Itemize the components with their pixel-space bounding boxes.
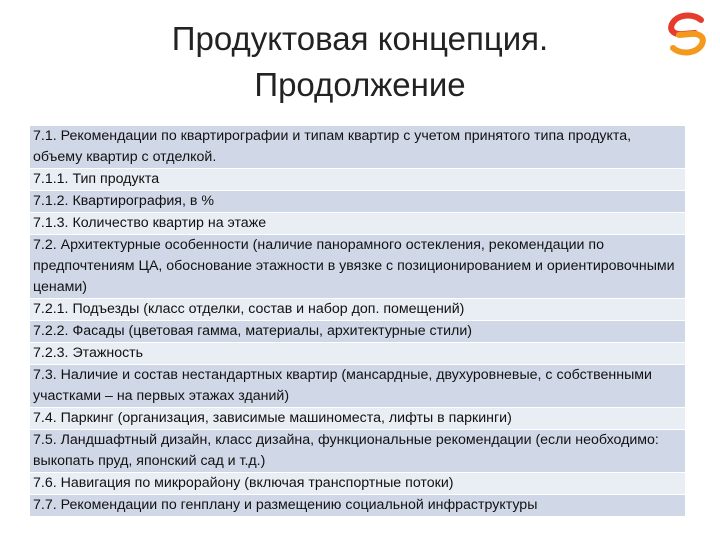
table-row: 7.2.2. Фасады (цветовая гамма, материалы, архитектурные стили)	[30, 321, 685, 343]
slide-title-line-2: Продолжение	[254, 66, 466, 103]
table-row: 7.7. Рекомендации по генплану и размещению социальной инфраструктуры	[30, 495, 685, 517]
table-row: 7.2. Архитектурные особенности (наличие панорамного остекления, рекомендации по предпочтениям ЦА, обоснование этажности в увязке с позиционированием и ориентировочными ценами)	[30, 235, 685, 299]
table-row: 7.2.1. Подъезды (класс отделки, состав и набор доп. помещений)	[30, 299, 685, 321]
table-row: 7.1.1. Тип продукта	[30, 169, 685, 191]
content-table	[30, 126, 685, 517]
table-row: 7.1. Рекомендации по квартирографии и типам квартир с учетом принятого типа продукта, объему квартир с отделкой.	[30, 126, 685, 169]
table-row: 7.5. Ландшафтный дизайн, класс дизайна, функциональные рекомендации (если необходимо: выкопать пруд, японский сад и т.д.)	[30, 430, 685, 473]
table-row: 7.3. Наличие и состав нестандартных квартир (мансардные, двухуровневые, с собственными участками – на первых этажах зданий)	[30, 365, 685, 408]
table-row: 7.6. Навигация по микрорайону (включая транспортные потоки)	[30, 473, 685, 495]
slide-title-line-1: Продуктовая концепция.	[171, 20, 549, 57]
slide-title	[60, 16, 660, 108]
table-row: 7.4. Паркинг (организация, зависимые машиноместа, лифты в паркинги)	[30, 408, 685, 430]
table-row: 7.1.2. Квартирография, в %	[30, 191, 685, 213]
table-row: 7.2.3. Этажность	[30, 343, 685, 365]
table-row: 7.1.3. Количество квартир на этаже	[30, 213, 685, 235]
company-logo-s-icon	[663, 10, 711, 58]
